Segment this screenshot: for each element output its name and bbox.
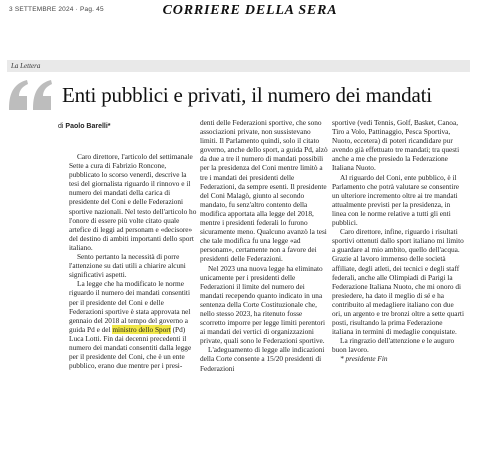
paragraph: Caro direttore, l'articolo del settimanale Sette a cura di Fabrizio Roncone, pubblicato lo scorso venerdì, descrive la tesi del giornalista riguardo il rinnovo e il numero dei mandati della carica di presidente del Coni e delle Federazioni sportive nazionali. Nel testo dell'articolo ho l'onore di essere più volte citato quale artefice di leggi ad personam e «decisore» del destino di ambiti importanti dello sport italiano. (69, 152, 197, 252)
double-quote-icon (7, 78, 57, 112)
paragraph: Al riguardo del Coni, ente pubblico, è il Parlamento che potrà valutare se consentire un ulteriore incremento oltre ai tre mandati attualmente previsti per la presidenza, in linea con le norme relative a tutti gli enti pubblici. (332, 172, 460, 228)
paragraph: Caro direttore, infine, riguardo i risultati sportivi ottenuti dallo sport italiano mi limito a guardare al mio ambito, quello dell'acqua. Grazie al lavoro immenso delle società affiliate, degli atleti, dei tecnici e degli staff federali, anche alle Olimpiadi di Parigi la Federazione Italiana Nuoto, che mi onoro di presiedere, ha dato il meglio di sé e ha contribuito al medagliere italiano con due ori, un argento e tre bronzi oltre a sette quarti posti, risultando la prima Federazione italiana in termini di medaglie conquistate. (332, 227, 464, 337)
section-label: La Lettera (11, 62, 41, 70)
paragraph-text: (Pd) Luca Lotti. Fin dai decenni precedenti il numero dei mandati consentiti dalla legge per il presidente del Coni, che è un ente pubblico, erano due mentre per i presi- (69, 324, 192, 371)
byline (58, 123, 111, 130)
paragraph: Nel 2023 una nuova legge ha eliminato unicamente per i presidenti delle Federazioni il limite del numero dei mandati recependo quanto indicato in una sentenza della Corte Costituzionale che, nello stesso 2023, ha ritenuto fosse scorretto imporre per legge limiti perentori ai mandati dei vertici di organizzazioni private, quali sono le Federazioni sportive. (200, 263, 326, 346)
article-column-1 (69, 152, 197, 370)
paragraph: Sento pertanto la necessità di porre l'attenzione su dati utili a chiarire alcuni significativi aspetti. (69, 252, 186, 280)
paragraph (69, 279, 197, 370)
article-column-2 (200, 118, 328, 373)
highlighted-text: ministro dello Sport (112, 324, 171, 334)
section-bar (7, 60, 470, 72)
author-signature: * presidente Fin (340, 354, 388, 364)
paragraph: sportive (vedi Tennis, Golf, Basket, Canoa, Tiro a Volo, Pattinaggio, Pesca Sportiva, Nuoto, eccetera) di poteri ricandidare pur avendo già effettuato tre mandati; tra questi anche a me che presiedo la Federazione Italiana Nuoto. (332, 118, 460, 173)
byline-author: Paolo Barelli* (65, 123, 111, 130)
article-column-3 (332, 118, 464, 364)
paragraph: La ringrazio dell'attenzione e le auguro buon lavoro. (332, 336, 455, 355)
article-headline: Enti pubblici e privati, il numero dei mandati (62, 83, 432, 107)
byline-prefix: di (58, 123, 64, 130)
paragraph: denti delle Federazioni sportive, che sono associazioni private, non sussistevano limiti. Il Parlamento quindi, solo il citato governo, anche dello sport, a guida Pd, alzò da due a tre il numero di mandati possibili per la presidenza del Coni mentre limitò a tre i mandati dei presidenti delle Federazioni, da sempre esenti. Il presidente del Coni Malagò, giunto al secondo mandato, fu senz'altro contento della modifica apportata alla legge del 2018, mentre i presidenti federali lo furono sicuramente meno. Qualcuno avanzò la tesi che tale modifica fu una legge «ad personam», certamente non a favore dei presidenti delle Federazioni. (200, 118, 328, 264)
paragraph: L'adeguamento di legge alle indicazioni della Corte consente a 15/20 presidenti di Federazioni (200, 345, 325, 373)
newspaper-masthead: CORRIERE DELLA SERA (162, 3, 338, 18)
publication-date: 3 SETTEMBRE 2024 · Pag. 45 (9, 6, 104, 13)
page-header (0, 0, 480, 20)
paragraph-text: La legge che ha modificato le norme riguardo il numero dei mandati consentiti per il presidente del Coni e delle Federazioni sportive è stata approvata nel gennaio del 2018 al tempo del governo a guida Pd e del (69, 279, 191, 334)
